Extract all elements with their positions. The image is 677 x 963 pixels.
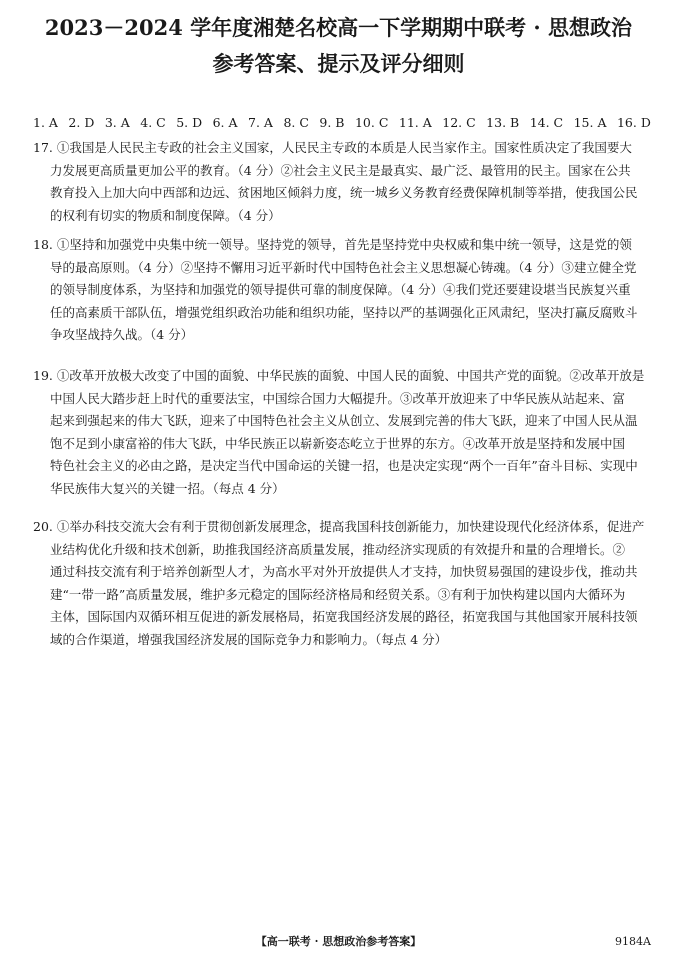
question-18-answer [33, 234, 651, 347]
choice-answer: 2. D [68, 115, 95, 130]
answer-line: 18. ①坚持和加强党中央集中统一领导。坚持党的领导，首先是坚持党中央权威和集中统一领导，这是党的领 [33, 237, 632, 252]
answer-line: 主体，国际国内双循环相互促进的新发展格局，拓宽我国经济发展的路径，拓宽我国与其他国家开展科技领 [50, 609, 638, 625]
answer-line: 争攻坚战持久战。（4 分） [50, 327, 194, 343]
choice-answer: 3. A [104, 115, 130, 130]
answer-line: 教育投入上加大向中西部和边远、贫困地区倾斜力度，统一城乡义务教育经费保障机制等举措，使我国公民 [50, 185, 638, 201]
answer-line: 特色社会主义的必由之路，是决定当代中国命运的关键一招，也是决定实现“两个一百年”奋斗目标、实现中 [50, 458, 638, 474]
answer-line: 17. ①我国是人民民主专政的社会主义国家，人民民主专政的本质是人民当家作主。国家性质决定了我国要大 [33, 140, 632, 155]
footer-label: 【高一联考 · 思想政治参考答案】 [255, 935, 422, 948]
question-17-answer [33, 137, 651, 227]
choice-answer: 7. A [248, 115, 273, 130]
answer-line: 任的高素质干部队伍，增强党组织政治功能和组织功能，坚持以严的基调强化正风肃纪，坚决打赢反腐败斗 [50, 304, 638, 320]
answer-line: 的领导制度体系，为坚持和加强党的领导提供可靠的制度保障。（4 分）④我们党还要建设堪当民族复兴重 [50, 282, 631, 298]
answer-line: 建“一带一路”高质量发展，维护多元稳定的国际经济格局和经贸关系。③有利于加快构建以国内大循环为 [50, 586, 626, 602]
answer-line: 力发展更高质量更加公平的教育。（4 分）②社会主义民主是最真实、最广泛、最管用的民主。国家在公共 [50, 162, 631, 178]
answer-line: 业结构优化升级和技术创新，助推我国经济高质量发展，推动经济实现质的有效提升和量的合理增长。② [50, 541, 626, 557]
choice-answer: 16. D [616, 115, 651, 130]
answer-line: 的权利有切实的物质和制度保障。（4 分） [50, 207, 281, 223]
answer-line: 20. ①举办科技交流大会有利于贯彻创新发展理念，提高我国科技创新能力，加快建设现代化经济体系，促进产 [33, 519, 645, 534]
answer-line: 域的合作渠道，增强我国经济发展的国际竞争力和影响力。（每点 4 分） [50, 631, 448, 647]
choice-answer: 5. D [176, 115, 203, 130]
answer-line: 中国人民大踏步赶上时代的重要法宝，中国综合国力大幅提升。③改革开放迎来了中华民族从站起来、富 [50, 390, 626, 406]
answer-line: 通过科技交流有利于培养创新型人才，为高水平对外开放提供人才支持，加快贸易强国的建设步伐，推动共 [50, 564, 638, 580]
choice-answer: 6. A [212, 115, 238, 130]
choice-answer: 9. B [319, 115, 345, 130]
question-20-answer [33, 516, 651, 652]
choice-answer: 15. A [573, 115, 607, 130]
answer-line: 起来到强起来的伟大飞跃，迎来了中国特色社会主义从创立、发展到完善的伟大飞跃，迎来了中国人民从温 [50, 413, 638, 429]
page-subtitle: 参考答案、提示及评分细则 [212, 51, 465, 76]
answer-line: 华民族伟大复兴的关键一招。（每点 4 分） [50, 480, 285, 496]
choice-answer: 11. A [398, 115, 432, 130]
multiple-choice-answers [33, 114, 653, 132]
choice-answer: 12. C [442, 115, 476, 130]
choice-answer: 13. B [486, 115, 520, 130]
choice-answer: 14. C [529, 115, 564, 130]
answer-line: 19. ①改革开放极大改变了中国的面貌、中华民族的面貌、中国人民的面貌、中国共产党的面貌。②改革开放是 [33, 368, 645, 383]
answer-line: 导的最高原则。（4 分）②坚持不懈用习近平新时代中国特色社会主义思想凝心铸魂。（4 分）③建立健全党 [50, 259, 637, 275]
footer-code: 9184A [615, 935, 651, 948]
choice-answer: 4. C [140, 115, 166, 130]
question-19-answer [33, 365, 651, 501]
choice-answer: 8. C [283, 115, 309, 130]
choice-answer: 1. A [33, 115, 58, 130]
page-title: 2023－2024 学年度湘楚名校高一下学期期中联考 · 思想政治 [44, 15, 633, 40]
answer-line: 饱不足到小康富裕的伟大飞跃，中华民族正以崭新姿态屹立于世界的东方。④改革开放是坚持和发展中国 [50, 435, 626, 451]
choice-answer: 10. C [354, 115, 389, 130]
